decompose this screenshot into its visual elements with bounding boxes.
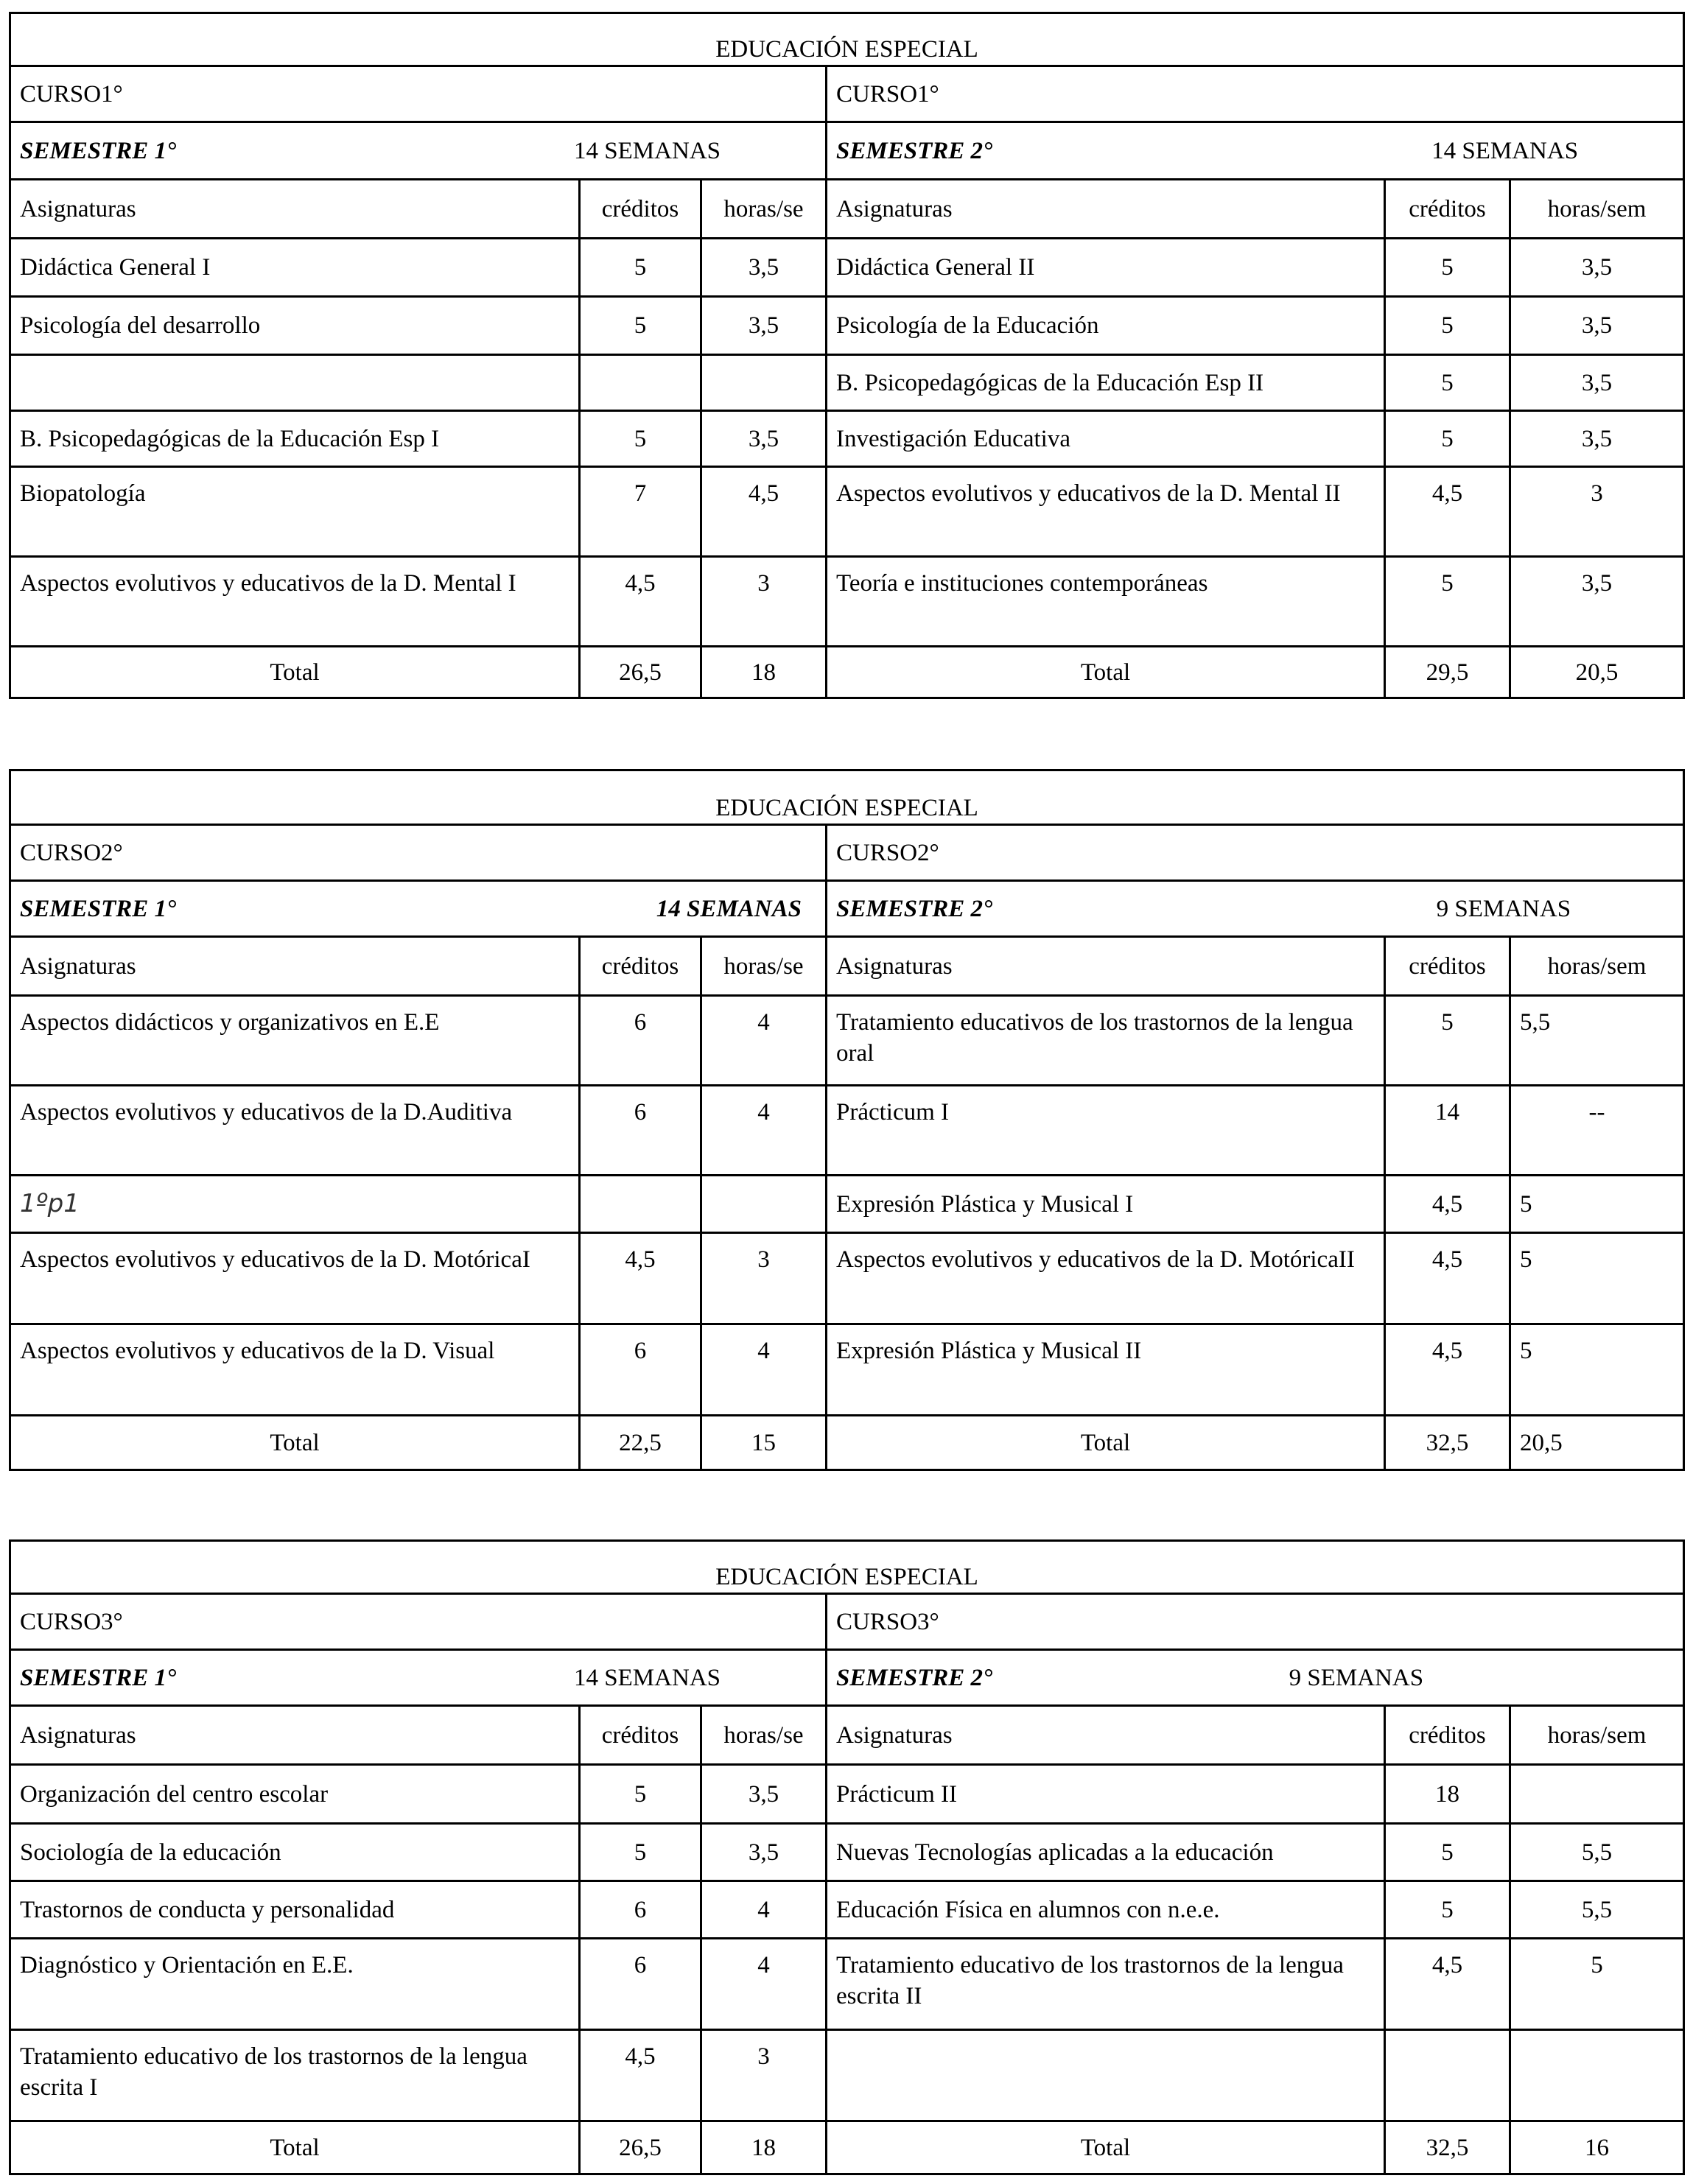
credits-cell: 4,5 [580,2030,701,2121]
subject-cell: Sociología de la educación [10,1824,580,1881]
total-hours: 20,5 [1510,1416,1684,1470]
handwritten-note: 1ºp1 [20,1189,80,1218]
credits-cell: 5 [1385,239,1510,297]
curso1-table [9,12,1685,699]
header-row [10,180,1684,239]
subject-cell: Prácticum I [827,1086,1385,1176]
credits-cell: 5 [1385,355,1510,411]
hours-cell: 5 [1510,1324,1684,1416]
hours-cell: 3 [701,1233,827,1324]
col-header: Asignaturas [827,1706,1385,1765]
hours-cell: 4 [701,996,827,1086]
subject-cell: Tratamiento educativo de los trastornos de la lengua escrita II [827,1939,1385,2030]
hours-cell: 5,5 [1510,1824,1684,1881]
hours-cell: 3,5 [701,239,827,297]
subject-cell [10,355,580,411]
col-header: horas/sem [1510,1706,1684,1765]
table-title: EDUCACIÓN ESPECIAL [10,1541,1684,1594]
hours-cell: 3,5 [1510,239,1684,297]
weeks-label: 14 SEMANAS [574,1664,721,1691]
subject-cell [10,1176,580,1233]
col-header: Asignaturas [10,1706,580,1765]
semester-row [827,881,1684,937]
hours-cell [1510,2030,1684,2121]
hours-cell: -- [1510,1086,1684,1176]
credits-cell: 5 [580,239,701,297]
hours-cell: 3,5 [701,1765,827,1824]
table-row [10,1233,1684,1324]
hours-cell: 4 [701,1086,827,1176]
subject-cell: Aspectos evolutivos y educativos de la D. Visual [10,1324,580,1416]
col-header: créditos [580,1706,701,1765]
col-header: Asignaturas [827,180,1385,239]
semester-row [827,122,1684,180]
subject-cell: Aspectos evolutivos y educativos de la D. MotóricaII [827,1233,1385,1324]
weeks-label: 14 SEMANAS [574,137,721,164]
subject-cell: Nuevas Tecnologías aplicadas a la educación [827,1824,1385,1881]
credits-cell: 7 [580,467,701,557]
semester-label: SEMESTRE 2° [836,137,993,164]
total-hours: 16 [1510,2121,1684,2174]
semester-row [10,1650,827,1706]
subject-cell: Educación Física en alumnos con n.e.e. [827,1881,1385,1939]
credits-cell: 6 [580,1324,701,1416]
semester-label: SEMESTRE 1° [20,137,177,164]
total-label: Total [10,647,580,698]
subject-cell: Didáctica General II [827,239,1385,297]
table-row [10,411,1684,467]
curso2-table [9,769,1685,1471]
credits-cell: 5 [1385,557,1510,647]
credits-cell: 4,5 [1385,1176,1510,1233]
subject-cell: Aspectos evolutivos y educativos de la D. Mental I [10,557,580,647]
weeks-label: 9 SEMANAS [1289,1664,1424,1691]
total-label: Total [10,2121,580,2174]
subject-cell: Psicología del desarrollo [10,297,580,355]
table-row [10,355,1684,411]
hours-cell: 3,5 [1510,557,1684,647]
table-title: EDUCACIÓN ESPECIAL [10,770,1684,825]
col-header: créditos [580,937,701,996]
subject-cell: B. Psicopedagógicas de la Educación Esp I [10,411,580,467]
hours-cell: 3,5 [1510,297,1684,355]
credits-cell: 6 [580,1086,701,1176]
table-row [10,2030,1684,2121]
total-label: Total [10,1416,580,1470]
hours-cell: 3,5 [701,297,827,355]
credits-cell: 5 [1385,297,1510,355]
semester-label: SEMESTRE 2° [836,895,993,922]
credits-cell [580,355,701,411]
hours-cell: 3,5 [1510,355,1684,411]
total-hours: 18 [701,647,827,698]
semester-row [827,1650,1684,1706]
total-credits: 29,5 [1385,647,1510,698]
credits-cell: 4,5 [580,557,701,647]
credits-cell [580,1176,701,1233]
credits-cell: 5 [1385,996,1510,1086]
hours-cell: 3 [701,557,827,647]
semester-label: SEMESTRE 1° [20,1664,177,1691]
hours-cell: 4,5 [701,467,827,557]
total-hours: 15 [701,1416,827,1470]
credits-cell: 5 [1385,411,1510,467]
credits-cell: 6 [580,1881,701,1939]
subject-cell: B. Psicopedagógicas de la Educación Esp II [827,355,1385,411]
total-credits: 26,5 [580,2121,701,2174]
hours-cell: 5 [1510,1939,1684,2030]
hours-cell: 3 [1510,467,1684,557]
col-header: Asignaturas [827,937,1385,996]
curso-label: CURSO3° [827,1594,1684,1650]
subject-cell: Teoría e instituciones contemporáneas [827,557,1385,647]
subject-cell: Prácticum II [827,1765,1385,1824]
subject-cell: Biopatología [10,467,580,557]
credits-cell: 5 [580,1824,701,1881]
hours-cell: 3,5 [701,411,827,467]
col-header: Asignaturas [10,180,580,239]
subject-cell: Tratamiento educativo de los trastornos de la lengua escrita I [10,2030,580,2121]
hours-cell: 4 [701,1881,827,1939]
hours-cell: 5,5 [1510,996,1684,1086]
total-label: Total [827,2121,1385,2174]
subject-cell: Expresión Plástica y Musical II [827,1324,1385,1416]
hours-cell: 4 [701,1324,827,1416]
table-row [10,557,1684,647]
col-header: créditos [1385,1706,1510,1765]
credits-cell: 5 [580,1765,701,1824]
subject-cell: Trastornos de conducta y personalidad [10,1881,580,1939]
table-row [10,996,1684,1086]
total-label: Total [827,1416,1385,1470]
total-row [10,2121,1684,2174]
table-row [10,239,1684,297]
col-header: horas/se [701,1706,827,1765]
total-hours: 20,5 [1510,647,1684,698]
hours-cell: 3,5 [701,1824,827,1881]
total-credits: 26,5 [580,647,701,698]
subject-cell: Didáctica General I [10,239,580,297]
subject-cell: Organización del centro escolar [10,1765,580,1824]
hours-cell: 5,5 [1510,1881,1684,1939]
weeks-label: 14 SEMANAS [1431,137,1579,164]
hours-cell: 5 [1510,1233,1684,1324]
credits-cell: 4,5 [1385,1324,1510,1416]
credits-cell: 4,5 [580,1233,701,1324]
subject-cell [827,2030,1385,2121]
credits-cell: 5 [1385,1824,1510,1881]
total-row [10,1416,1684,1470]
hours-cell [701,1176,827,1233]
curso3-table [9,1539,1685,2175]
credits-cell: 5 [580,297,701,355]
col-header: créditos [580,180,701,239]
table-row [10,1939,1684,2030]
curso-label: CURSO2° [827,825,1684,881]
hours-cell [701,355,827,411]
subject-cell: Investigación Educativa [827,411,1385,467]
credits-cell: 5 [1385,1881,1510,1939]
table-row [10,1176,1684,1233]
hours-cell: 5 [1510,1176,1684,1233]
total-row [10,647,1684,698]
credits-cell [1385,2030,1510,2121]
hours-cell: 4 [701,1939,827,2030]
credits-cell: 4,5 [1385,1233,1510,1324]
col-header: horas/se [701,180,827,239]
semester-label: SEMESTRE 1° [20,895,177,922]
total-credits: 32,5 [1385,1416,1510,1470]
subject-cell: Psicología de la Educación [827,297,1385,355]
curso-label: CURSO1° [827,66,1684,122]
table-row [10,1324,1684,1416]
weeks-label: 14 SEMANAS [656,895,802,922]
total-hours: 18 [701,2121,827,2174]
total-label: Total [827,647,1385,698]
table-row [10,1881,1684,1939]
credits-cell: 4,5 [1385,467,1510,557]
subject-cell: Aspectos evolutivos y educativos de la D. MotóricaI [10,1233,580,1324]
col-header: horas/se [701,937,827,996]
hours-cell: 3,5 [1510,411,1684,467]
curso-label: CURSO3° [10,1594,827,1650]
table-row [10,467,1684,557]
header-row [10,1706,1684,1765]
col-header: créditos [1385,180,1510,239]
subject-cell: Diagnóstico y Orientación en E.E. [10,1939,580,2030]
col-header: créditos [1385,937,1510,996]
table-row [10,1765,1684,1824]
header-row [10,937,1684,996]
credits-cell: 4,5 [1385,1939,1510,2030]
credits-cell: 18 [1385,1765,1510,1824]
subject-cell: Aspectos evolutivos y educativos de la D. Mental II [827,467,1385,557]
semester-row [10,881,827,937]
col-header: Asignaturas [10,937,580,996]
table-title: EDUCACIÓN ESPECIAL [10,13,1684,66]
curso-label: CURSO1° [10,66,827,122]
semester-label: SEMESTRE 2° [836,1664,993,1691]
curso-label: CURSO2° [10,825,827,881]
weeks-label: 9 SEMANAS [1436,895,1571,922]
credits-cell: 5 [580,411,701,467]
table-row [10,1086,1684,1176]
credits-cell: 6 [580,996,701,1086]
hours-cell [1510,1765,1684,1824]
table-row [10,1824,1684,1881]
total-credits: 22,5 [580,1416,701,1470]
subject-cell: Aspectos evolutivos y educativos de la D.Auditiva [10,1086,580,1176]
subject-cell: Expresión Plástica y Musical I [827,1176,1385,1233]
subject-cell: Aspectos didácticos y organizativos en E.E [10,996,580,1086]
credits-cell: 14 [1385,1086,1510,1176]
col-header: horas/sem [1510,180,1684,239]
table-row [10,297,1684,355]
subject-cell: Tratamiento educativos de los trastornos de la lengua oral [827,996,1385,1086]
total-credits: 32,5 [1385,2121,1510,2174]
hours-cell: 3 [701,2030,827,2121]
semester-row [10,122,827,180]
credits-cell: 6 [580,1939,701,2030]
col-header: horas/sem [1510,937,1684,996]
